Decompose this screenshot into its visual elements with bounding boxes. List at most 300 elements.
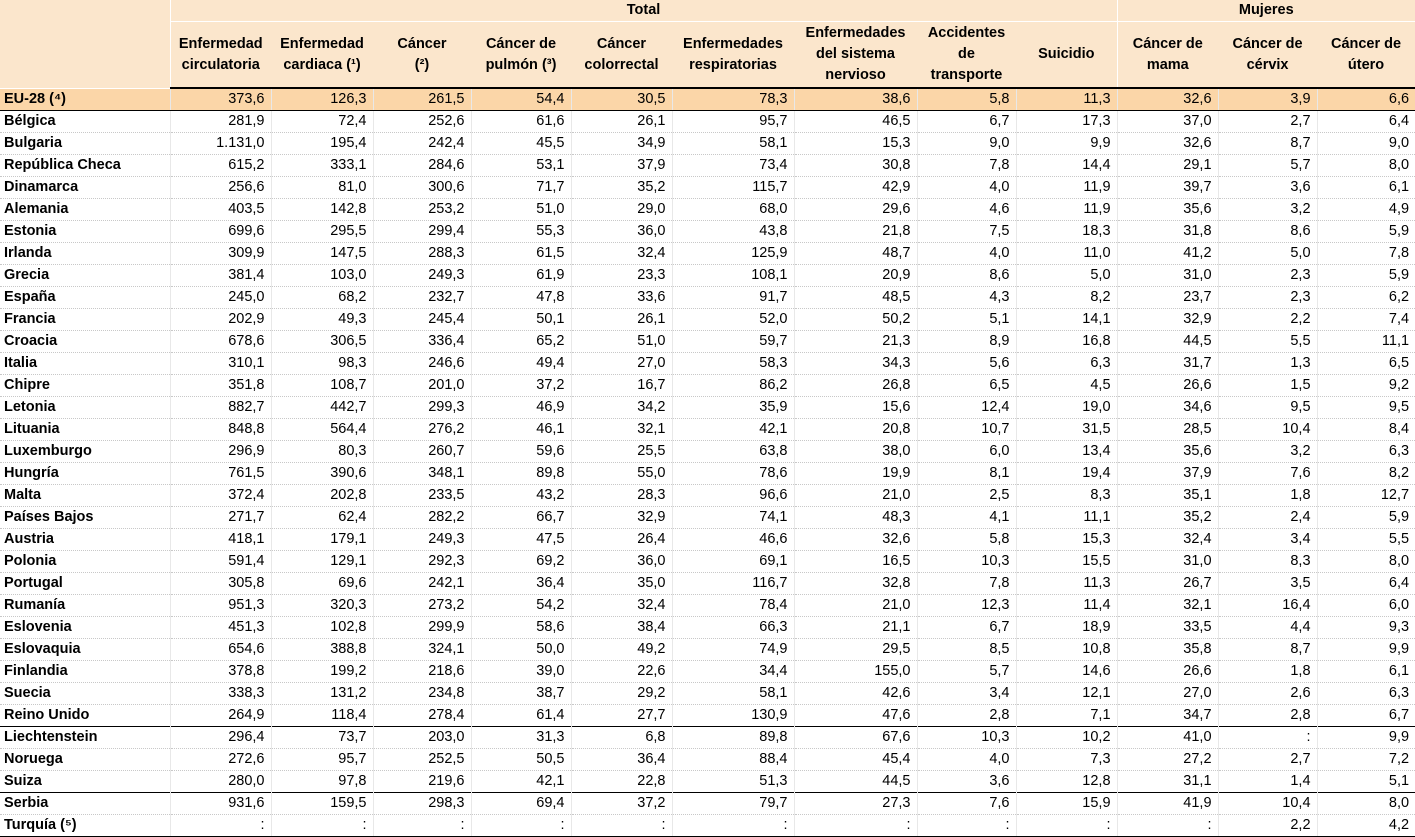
- value-cell: 81,0: [271, 177, 373, 199]
- value-cell: 32,4: [571, 595, 672, 617]
- value-cell: :: [1218, 727, 1317, 749]
- value-cell: 10,3: [917, 551, 1016, 573]
- column-header-line: Cáncer de: [1232, 35, 1303, 52]
- value-cell: 28,5: [1117, 419, 1218, 441]
- value-cell: 378,8: [170, 661, 271, 683]
- column-header: [672, 22, 794, 89]
- table-row: [0, 375, 1415, 397]
- value-cell: 7,8: [917, 573, 1016, 595]
- column-header-line: transporte: [930, 67, 1003, 83]
- value-cell: 4,5: [1016, 375, 1117, 397]
- value-cell: 2,3: [1218, 287, 1317, 309]
- value-cell: 32,6: [1117, 88, 1218, 111]
- value-cell: 6,5: [917, 375, 1016, 397]
- value-cell: 282,2: [373, 507, 471, 529]
- value-cell: 288,3: [373, 243, 471, 265]
- value-cell: 8,3: [1016, 485, 1117, 507]
- value-cell: 12,3: [917, 595, 1016, 617]
- column-header-line: Enfermedad: [280, 35, 364, 52]
- value-cell: 678,6: [170, 331, 271, 353]
- value-cell: 7,8: [917, 155, 1016, 177]
- value-cell: 7,3: [1016, 749, 1117, 771]
- value-cell: 9,2: [1317, 375, 1415, 397]
- value-cell: 882,7: [170, 397, 271, 419]
- value-cell: 47,8: [471, 287, 571, 309]
- value-cell: 61,5: [471, 243, 571, 265]
- value-cell: 35,0: [571, 573, 672, 595]
- value-cell: 5,8: [917, 88, 1016, 111]
- value-cell: 26,8: [794, 375, 917, 397]
- value-cell: 29,2: [571, 683, 672, 705]
- value-cell: 88,4: [672, 749, 794, 771]
- value-cell: 179,1: [271, 529, 373, 551]
- value-cell: 38,0: [794, 441, 917, 463]
- value-cell: 68,2: [271, 287, 373, 309]
- value-cell: 69,6: [271, 573, 373, 595]
- country-cell: Eslovaquia: [0, 639, 170, 661]
- table-row: [0, 441, 1415, 463]
- value-cell: 284,6: [373, 155, 471, 177]
- value-cell: 3,2: [1218, 199, 1317, 221]
- value-cell: 6,7: [917, 617, 1016, 639]
- value-cell: 281,9: [170, 111, 271, 133]
- value-cell: 296,9: [170, 441, 271, 463]
- value-cell: 35,1: [1117, 485, 1218, 507]
- column-header-line: circulatoria: [181, 56, 260, 73]
- value-cell: 42,6: [794, 683, 917, 705]
- value-cell: 14,1: [1016, 309, 1117, 331]
- value-cell: 305,8: [170, 573, 271, 595]
- column-header-line: Cáncer de: [1330, 35, 1402, 52]
- value-cell: 15,3: [1016, 529, 1117, 551]
- value-cell: 202,9: [170, 309, 271, 331]
- value-cell: 36,0: [571, 221, 672, 243]
- value-cell: 34,7: [1117, 705, 1218, 727]
- column-header-line: Enfermedades: [683, 35, 783, 52]
- value-cell: 35,6: [1117, 441, 1218, 463]
- value-cell: 28,3: [571, 485, 672, 507]
- value-cell: 55,0: [571, 463, 672, 485]
- value-cell: 6,3: [1016, 353, 1117, 375]
- value-cell: 7,8: [1317, 243, 1415, 265]
- table-row-eu28: [0, 88, 1415, 111]
- value-cell: 36,4: [571, 749, 672, 771]
- value-cell: 373,6: [170, 88, 271, 111]
- value-cell: 142,8: [271, 199, 373, 221]
- value-cell: 5,9: [1317, 221, 1415, 243]
- value-cell: 256,6: [170, 177, 271, 199]
- value-cell: 41,9: [1117, 793, 1218, 815]
- value-cell: 39,7: [1117, 177, 1218, 199]
- value-cell: 73,7: [271, 727, 373, 749]
- value-cell: 22,6: [571, 661, 672, 683]
- value-cell: 20,8: [794, 419, 917, 441]
- value-cell: 3,2: [1218, 441, 1317, 463]
- column-header-line: útero: [1347, 56, 1385, 73]
- table-row: [0, 353, 1415, 375]
- country-cell: Lituania: [0, 419, 170, 441]
- value-cell: 65,2: [471, 331, 571, 353]
- value-cell: :: [571, 815, 672, 837]
- value-cell: 32,9: [1117, 309, 1218, 331]
- value-cell: 31,5: [1016, 419, 1117, 441]
- value-cell: 300,6: [373, 177, 471, 199]
- value-cell: 336,4: [373, 331, 471, 353]
- value-cell: 37,2: [571, 793, 672, 815]
- column-header: [170, 22, 271, 89]
- value-cell: 34,6: [1117, 397, 1218, 419]
- value-cell: 72,4: [271, 111, 373, 133]
- value-cell: 5,1: [1317, 771, 1415, 793]
- table-row: [0, 529, 1415, 551]
- value-cell: 298,3: [373, 793, 471, 815]
- country-cell: Estonia: [0, 221, 170, 243]
- value-cell: 69,2: [471, 551, 571, 573]
- value-cell: 320,3: [271, 595, 373, 617]
- value-cell: 32,1: [571, 419, 672, 441]
- value-cell: 51,3: [672, 771, 794, 793]
- country-cell: Grecia: [0, 265, 170, 287]
- country-cell: Austria: [0, 529, 170, 551]
- value-cell: 1,4: [1218, 771, 1317, 793]
- value-cell: 42,1: [471, 771, 571, 793]
- country-cell: Chipre: [0, 375, 170, 397]
- value-cell: 8,2: [1016, 287, 1117, 309]
- value-cell: 91,7: [672, 287, 794, 309]
- value-cell: 5,5: [1317, 529, 1415, 551]
- value-cell: 16,5: [794, 551, 917, 573]
- column-header: [1016, 22, 1117, 89]
- table-row: [0, 309, 1415, 331]
- value-cell: 58,3: [672, 353, 794, 375]
- value-cell: 10,3: [917, 727, 1016, 749]
- table-row: [0, 485, 1415, 507]
- value-cell: 39,0: [471, 661, 571, 683]
- value-cell: 61,9: [471, 265, 571, 287]
- table-body: [0, 88, 1415, 837]
- value-cell: 6,6: [1317, 88, 1415, 111]
- value-cell: 16,7: [571, 375, 672, 397]
- value-cell: 299,9: [373, 617, 471, 639]
- value-cell: 5,0: [1218, 243, 1317, 265]
- value-cell: 6,4: [1317, 111, 1415, 133]
- value-cell: 564,4: [271, 419, 373, 441]
- value-cell: 8,0: [1317, 793, 1415, 815]
- column-header-line: Cáncer de: [1132, 35, 1203, 52]
- value-cell: 41,2: [1117, 243, 1218, 265]
- country-cell: Malta: [0, 485, 170, 507]
- table-row: [0, 661, 1415, 683]
- value-cell: 43,8: [672, 221, 794, 243]
- value-cell: 442,7: [271, 397, 373, 419]
- value-cell: 5,0: [1016, 265, 1117, 287]
- value-cell: 26,1: [571, 111, 672, 133]
- value-cell: 11,3: [1016, 573, 1117, 595]
- value-cell: 951,3: [170, 595, 271, 617]
- value-cell: 372,4: [170, 485, 271, 507]
- value-cell: 27,7: [571, 705, 672, 727]
- value-cell: 6,7: [1317, 705, 1415, 727]
- value-cell: 6,0: [1317, 595, 1415, 617]
- value-cell: 761,5: [170, 463, 271, 485]
- country-cell: Países Bajos: [0, 507, 170, 529]
- value-cell: 6,1: [1317, 177, 1415, 199]
- country-cell: EU-28 (⁴): [0, 88, 170, 111]
- column-header-line: cérvix: [1246, 56, 1289, 73]
- value-cell: 6,0: [917, 441, 1016, 463]
- value-cell: 18,3: [1016, 221, 1117, 243]
- value-cell: 63,8: [672, 441, 794, 463]
- value-cell: 11,9: [1016, 177, 1117, 199]
- column-header-line: Suicidio: [1038, 46, 1095, 62]
- value-cell: 31,0: [1117, 551, 1218, 573]
- value-cell: 35,8: [1117, 639, 1218, 661]
- country-cell: Irlanda: [0, 243, 170, 265]
- value-cell: 31,1: [1117, 771, 1218, 793]
- value-cell: 1,8: [1218, 485, 1317, 507]
- value-cell: 125,9: [672, 243, 794, 265]
- value-cell: 49,3: [271, 309, 373, 331]
- value-cell: 26,6: [1117, 661, 1218, 683]
- value-cell: 7,4: [1317, 309, 1415, 331]
- value-cell: 4,4: [1218, 617, 1317, 639]
- value-cell: 296,4: [170, 727, 271, 749]
- value-cell: 6,7: [917, 111, 1016, 133]
- value-cell: 309,9: [170, 243, 271, 265]
- value-cell: 58,1: [672, 133, 794, 155]
- table-row: [0, 595, 1415, 617]
- value-cell: 15,9: [1016, 793, 1117, 815]
- value-cell: 68,0: [672, 199, 794, 221]
- value-cell: 15,5: [1016, 551, 1117, 573]
- value-cell: 299,4: [373, 221, 471, 243]
- value-cell: 6,4: [1317, 573, 1415, 595]
- value-cell: 33,5: [1117, 617, 1218, 639]
- table-row: [0, 749, 1415, 771]
- value-cell: 102,8: [271, 617, 373, 639]
- value-cell: 10,2: [1016, 727, 1117, 749]
- country-cell: Luxemburgo: [0, 441, 170, 463]
- value-cell: 29,6: [794, 199, 917, 221]
- value-cell: 246,6: [373, 353, 471, 375]
- value-cell: 23,7: [1117, 287, 1218, 309]
- table-row: [0, 331, 1415, 353]
- value-cell: 49,2: [571, 639, 672, 661]
- country-cell: Francia: [0, 309, 170, 331]
- value-cell: 348,1: [373, 463, 471, 485]
- country-cell: Hungría: [0, 463, 170, 485]
- value-cell: 8,7: [1218, 639, 1317, 661]
- column-header: [571, 22, 672, 89]
- value-cell: 29,1: [1117, 155, 1218, 177]
- value-cell: 306,5: [271, 331, 373, 353]
- value-cell: 333,1: [271, 155, 373, 177]
- value-cell: 78,3: [672, 88, 794, 111]
- value-cell: 53,1: [471, 155, 571, 177]
- value-cell: 37,2: [471, 375, 571, 397]
- value-cell: 22,8: [571, 771, 672, 793]
- country-cell: España: [0, 287, 170, 309]
- value-cell: 654,6: [170, 639, 271, 661]
- value-cell: 52,0: [672, 309, 794, 331]
- value-cell: 234,8: [373, 683, 471, 705]
- country-cell: Serbia: [0, 793, 170, 815]
- value-cell: 2,8: [917, 705, 1016, 727]
- value-cell: 249,3: [373, 529, 471, 551]
- value-cell: 131,2: [271, 683, 373, 705]
- table-row: [0, 199, 1415, 221]
- value-cell: 42,1: [672, 419, 794, 441]
- value-cell: 32,1: [1117, 595, 1218, 617]
- value-cell: 351,8: [170, 375, 271, 397]
- value-cell: 8,2: [1317, 463, 1415, 485]
- value-cell: 31,7: [1117, 353, 1218, 375]
- value-cell: 4,0: [917, 177, 1016, 199]
- country-cell: Reino Unido: [0, 705, 170, 727]
- value-cell: 8,6: [1218, 221, 1317, 243]
- value-cell: 8,5: [917, 639, 1016, 661]
- table-row: [0, 705, 1415, 727]
- value-cell: 33,6: [571, 287, 672, 309]
- value-cell: 103,0: [271, 265, 373, 287]
- column-header-line: pulmón (³): [485, 56, 557, 73]
- value-cell: 249,3: [373, 265, 471, 287]
- value-cell: 1,3: [1218, 353, 1317, 375]
- value-cell: 5,8: [917, 529, 1016, 551]
- value-cell: 59,6: [471, 441, 571, 463]
- value-cell: 8,1: [917, 463, 1016, 485]
- value-cell: 403,5: [170, 199, 271, 221]
- value-cell: 47,5: [471, 529, 571, 551]
- value-cell: 21,0: [794, 485, 917, 507]
- value-cell: 3,6: [917, 771, 1016, 793]
- value-cell: 390,6: [271, 463, 373, 485]
- value-cell: 54,4: [471, 88, 571, 111]
- value-cell: 8,9: [917, 331, 1016, 353]
- value-cell: 78,4: [672, 595, 794, 617]
- value-cell: 2,7: [1218, 111, 1317, 133]
- value-cell: 12,1: [1016, 683, 1117, 705]
- value-cell: 8,7: [1218, 133, 1317, 155]
- value-cell: 2,8: [1218, 705, 1317, 727]
- value-cell: 30,5: [571, 88, 672, 111]
- header-corner-cell: [0, 0, 170, 88]
- value-cell: 195,4: [271, 133, 373, 155]
- table-row: [0, 463, 1415, 485]
- table-row: [0, 639, 1415, 661]
- column-header-line: Enfermedad: [178, 35, 263, 52]
- value-cell: 203,0: [373, 727, 471, 749]
- value-cell: 147,5: [271, 243, 373, 265]
- column-header: [1218, 22, 1317, 89]
- value-cell: 5,1: [917, 309, 1016, 331]
- value-cell: 19,9: [794, 463, 917, 485]
- value-cell: :: [917, 815, 1016, 837]
- table-row: [0, 111, 1415, 133]
- value-cell: 3,4: [917, 683, 1016, 705]
- value-cell: 5,6: [917, 353, 1016, 375]
- value-cell: 46,1: [471, 419, 571, 441]
- value-cell: 3,4: [1218, 529, 1317, 551]
- value-cell: 292,3: [373, 551, 471, 573]
- value-cell: 46,6: [672, 529, 794, 551]
- country-cell: Bélgica: [0, 111, 170, 133]
- value-cell: 3,6: [1218, 177, 1317, 199]
- country-cell: Turquía (⁵): [0, 815, 170, 837]
- value-cell: 35,6: [1117, 199, 1218, 221]
- value-cell: 11,4: [1016, 595, 1117, 617]
- value-cell: 264,9: [170, 705, 271, 727]
- value-cell: 2,6: [1218, 683, 1317, 705]
- value-cell: 32,6: [1117, 133, 1218, 155]
- country-cell: Dinamarca: [0, 177, 170, 199]
- value-cell: 6,5: [1317, 353, 1415, 375]
- value-cell: 5,9: [1317, 507, 1415, 529]
- value-cell: 15,6: [794, 397, 917, 419]
- value-cell: 32,4: [1117, 529, 1218, 551]
- column-header-line: (²): [414, 56, 430, 73]
- column-header-line: nervioso: [825, 67, 886, 83]
- value-cell: 97,8: [271, 771, 373, 793]
- column-header-line: de: [958, 46, 975, 62]
- value-cell: 324,1: [373, 639, 471, 661]
- table-row: [0, 419, 1415, 441]
- value-cell: 2,2: [1218, 815, 1317, 837]
- value-cell: 16,4: [1218, 595, 1317, 617]
- value-cell: 48,7: [794, 243, 917, 265]
- value-cell: 4,1: [917, 507, 1016, 529]
- column-header: [1317, 22, 1415, 89]
- column-header-row: [0, 22, 1415, 89]
- table-row: [0, 617, 1415, 639]
- value-cell: 66,7: [471, 507, 571, 529]
- value-cell: 34,4: [672, 661, 794, 683]
- value-cell: 12,7: [1317, 485, 1415, 507]
- value-cell: 58,6: [471, 617, 571, 639]
- value-cell: 38,7: [471, 683, 571, 705]
- value-cell: :: [1117, 815, 1218, 837]
- value-cell: 295,5: [271, 221, 373, 243]
- table-row: [0, 771, 1415, 793]
- country-cell: Letonia: [0, 397, 170, 419]
- value-cell: :: [1016, 815, 1117, 837]
- country-cell: Bulgaria: [0, 133, 170, 155]
- value-cell: 19,0: [1016, 397, 1117, 419]
- value-cell: 32,6: [794, 529, 917, 551]
- column-header: [471, 22, 571, 89]
- column-header-line: Enfermedades: [805, 25, 906, 41]
- column-header-line: mama: [1146, 56, 1189, 73]
- value-cell: 89,8: [471, 463, 571, 485]
- value-cell: 9,5: [1317, 397, 1415, 419]
- value-cell: 44,5: [794, 771, 917, 793]
- value-cell: 451,3: [170, 617, 271, 639]
- value-cell: 6,3: [1317, 683, 1415, 705]
- value-cell: 9,9: [1317, 727, 1415, 749]
- value-cell: 95,7: [271, 749, 373, 771]
- value-cell: 19,4: [1016, 463, 1117, 485]
- value-cell: 4,0: [917, 243, 1016, 265]
- value-cell: 7,5: [917, 221, 1016, 243]
- column-header: [1117, 22, 1218, 89]
- value-cell: 108,7: [271, 375, 373, 397]
- value-cell: 38,4: [571, 617, 672, 639]
- value-cell: 74,1: [672, 507, 794, 529]
- value-cell: 1.131,0: [170, 133, 271, 155]
- value-cell: 1,5: [1218, 375, 1317, 397]
- value-cell: 3,5: [1218, 573, 1317, 595]
- value-cell: :: [170, 815, 271, 837]
